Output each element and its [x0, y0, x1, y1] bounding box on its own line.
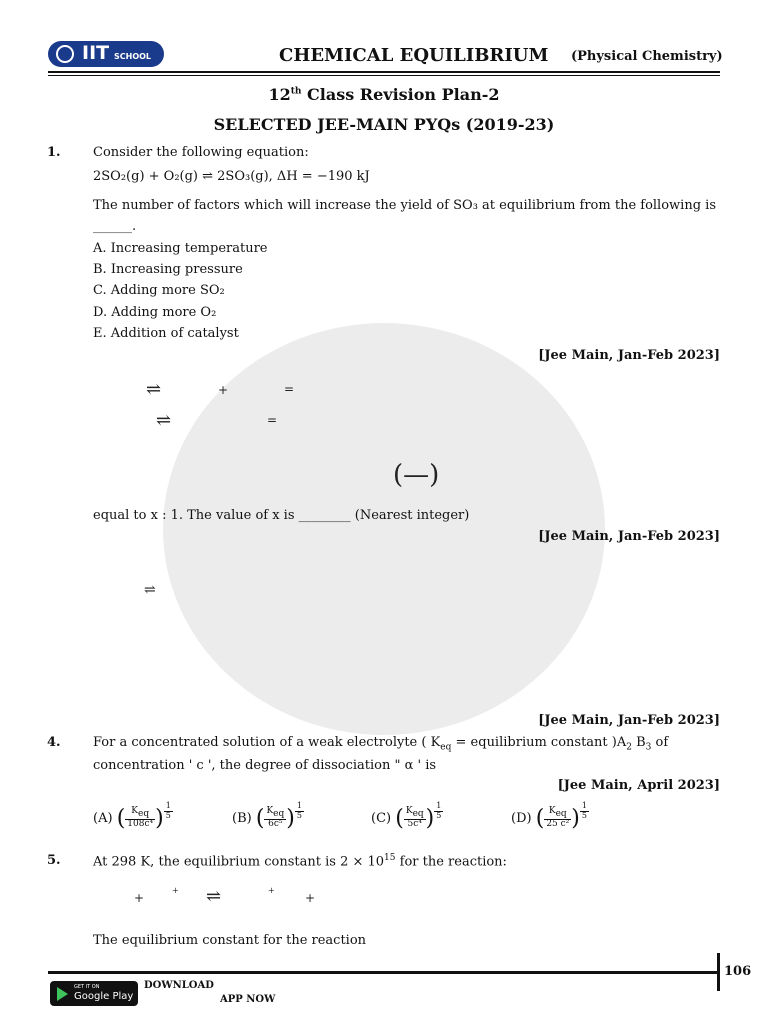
q2-source: [Jee Main, Jan-Feb 2023]: [538, 529, 720, 544]
q4-line1: For a concentrated solution of a weak electrolyte ( $K_{eq}$ = equilibrium constant )$A_2$ $B_3$ of: [93, 735, 669, 753]
equals-sign: =: [284, 382, 295, 396]
q4-option-b: (B) ( $\frac{K_{eq}}{\text{6c⁵}}$ ) $\frac{1}{5}$: [232, 801, 302, 831]
equilibrium-arrow: ⇌: [206, 886, 222, 907]
q3-source: [Jee Main, Jan-Feb 2023]: [538, 713, 720, 728]
store-small-text: GET IT ON: [74, 984, 100, 990]
q1-option: B. Increasing pressure: [93, 262, 243, 277]
q1-intro: Consider the following equation:: [93, 145, 309, 160]
section-title: SELECTED JEE-MAIN PYQs (2019-23): [213, 115, 555, 134]
q5-line1: At 298 K, the equilibrium constant is $2 \times 10^{15}$ for the reaction:: [93, 853, 507, 870]
q4-option-d: (D) ( $\frac{K_{eq}}{\text{25 c²}}$ ) $\frac{1}{5}$: [511, 801, 587, 831]
footer-rule: [48, 971, 720, 974]
header-rule-thin: [48, 75, 720, 76]
gear-icon: [56, 45, 74, 63]
plus-sign: +: [134, 891, 145, 905]
question-number: 4.: [47, 735, 61, 750]
bracket-expression: (—): [393, 460, 440, 490]
question-number: 5.: [47, 853, 61, 868]
header-rule: [48, 71, 720, 73]
q1-option: D. Adding more O₂: [93, 305, 217, 320]
q5-line2: The equilibrium constant for the reaction: [93, 933, 367, 948]
q2-tail: equal to x : 1. The value of x is ________ (Nearest integer): [93, 508, 470, 523]
plus-charge: +: [172, 886, 179, 895]
q4-source: [Jee Main, April 2023]: [557, 778, 720, 793]
q1-source: [Jee Main, Jan-Feb 2023]: [538, 348, 720, 363]
logo-text: IIT: [82, 42, 110, 64]
subject-label: (Physical Chemistry): [571, 49, 723, 64]
google-play-badge[interactable]: [50, 981, 138, 1006]
plus-charge: +: [268, 886, 275, 895]
q1-option: E. Addition of catalyst: [93, 326, 239, 341]
plus-sign: +: [218, 383, 229, 397]
play-store-icon: [57, 987, 68, 1001]
q1-option: A. Increasing temperature: [93, 241, 268, 256]
download-label: DOWNLOAD: [144, 980, 214, 991]
plan-title: 12th Class Revision Plan-2: [268, 85, 500, 104]
q4-line2: concentration ' c ', the degree of dissociation " α ' is: [93, 758, 437, 773]
store-big-text: Google Play: [74, 991, 134, 1002]
q1-option: C. Adding more SO₂: [93, 283, 225, 298]
q1-stem: The number of factors which will increase the yield of SO₃ at equilibrium from the following is: [93, 198, 716, 213]
app-now-label: APP NOW: [220, 994, 276, 1005]
q1-equation: 2SO₂(g) + O₂(g) ⇌ 2SO₃(g), ΔH = −190 kJ: [93, 169, 370, 184]
equilibrium-arrow: ⇌: [156, 410, 172, 431]
chapter-title: CHEMICAL EQUILIBRIUM: [279, 45, 549, 66]
equals-sign: =: [267, 413, 278, 427]
q4-option-c: (C) ( $\frac{K_{eq}}{\text{5c⁴}}$ ) $\frac{1}{5}$: [371, 801, 442, 831]
q1-blank: ______.: [93, 219, 137, 234]
question-number: 1.: [47, 145, 61, 160]
equilibrium-arrow: ⇌: [144, 582, 156, 598]
iit-school-logo: [48, 41, 164, 67]
q4-option-a: (A) ( $\frac{K_{eq}}{\text{108c⁴}}$ ) $\frac{1}{5}$: [93, 801, 171, 831]
equilibrium-arrow: ⇌: [146, 379, 162, 400]
page-number: 106: [724, 964, 752, 979]
logo-school-text: SCHOOL: [114, 52, 152, 61]
plus-sign: +: [305, 891, 316, 905]
